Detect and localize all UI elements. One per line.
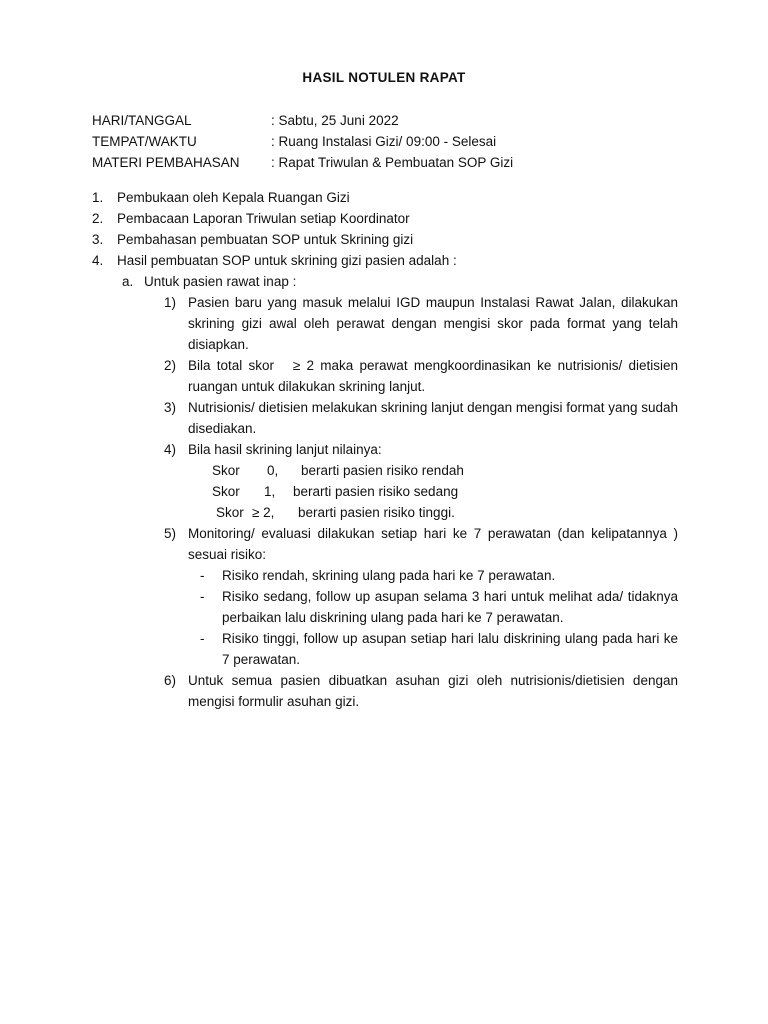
meta-label: MATERI PEMBAHASAN [92,155,240,170]
score-row-high [92,502,678,523]
list-number: 1. [92,190,104,205]
step-text: Pasien baru yang masuk melalui IGD maupun Instalasi Rawat Jalan, dilakukan skrining gizi awal oleh perawat dengan mengisi skor pada format yang telah disiapkan. [188,295,678,352]
monitoring-text: Risiko rendah, skrining ulang pada hari ke 7 perawatan. [222,568,556,583]
step-number: 2) [164,358,177,373]
meta-row-place [92,131,513,152]
list-item [92,187,678,208]
dash-bullet: - [200,589,205,604]
score-label: Skor [212,463,240,478]
meta-row-topic [92,152,513,173]
list-item [92,229,678,250]
score-label: Skor [212,484,240,499]
list-text: Pembukaan oleh Kepala Ruangan Gizi [117,190,350,205]
score-row-low [92,460,678,481]
step-number: 3) [164,400,177,415]
dash-bullet: - [200,568,205,583]
score-description: berarti pasien risiko rendah [301,463,464,478]
meta-value: : Rapat Triwulan & Pembuatan SOP Gizi [271,155,514,170]
step-number: 6) [164,673,177,688]
step-text: Monitoring/ evaluasi dilakukan setiap hari ke 7 perawatan (dan kelipatannya ) sesuai risiko: [188,526,678,562]
step-number: 1) [164,295,177,310]
meta-label: HARI/TANGGAL [92,113,192,128]
step-item [92,397,678,439]
step-text: Nutrisionis/ dietisien melakukan skrining lanjut dengan mengisi format yang sudah disediakan. [188,400,679,436]
score-label: Skor [216,505,244,520]
list-text: Pembacaan Laporan Triwulan setiap Koordinator [117,211,410,226]
step-item [92,523,678,565]
list-text: Pembahasan pembuatan SOP untuk Skrining gizi [117,232,414,247]
step-text: Bila hasil skrining lanjut nilainya: [188,442,382,457]
list-item [92,250,678,271]
step-number: 5) [164,526,177,541]
score-description: berarti pasien risiko tinggi. [298,505,455,520]
list-item [92,208,678,229]
meta-row-date [92,110,513,131]
sub-item-letter: a. [122,274,134,289]
step-number: 4) [164,442,177,457]
list-number: 3. [92,232,104,247]
list-number: 2. [92,211,104,226]
step-text: Untuk semua pasien dibuatkan asuhan gizi oleh nutrisionis/dietisien dengan mengisi formulir asuhan gizi. [188,673,678,709]
step-item [92,355,682,397]
list-text: Hasil pembuatan SOP untuk skrining gizi pasien adalah : [117,253,457,268]
sub-item-text: Untuk pasien rawat inap : [144,274,297,289]
score-description: berarti pasien risiko sedang [293,484,459,499]
score-row-medium [92,481,678,502]
meta-label: TEMPAT/WAKTU [92,134,197,149]
meta-value: : Ruang Instalasi Gizi/ 09:00 - Selesai [271,134,497,149]
monitoring-item [92,628,678,670]
score-value: 1, [264,484,276,499]
step-item [92,292,678,355]
step-item [92,670,678,712]
score-value: ≥ 2, [252,505,275,520]
monitoring-text: Risiko tinggi, follow up asupan setiap hari lalu diskrining ulang pada hari ke 7 perawatan. [222,631,678,667]
score-value: 0, [267,463,279,478]
document-title: HASIL NOTULEN RAPAT [302,70,466,85]
sub-item [92,271,678,292]
monitoring-item [92,565,678,586]
agenda-list [92,187,682,712]
monitoring-item [92,586,678,628]
dash-bullet: - [200,631,205,646]
step-text: Bila total skor ≥ 2 maka perawat mengkoordinasikan ke nutrisionis/ dietisien ruangan untuk dilakukan skrining lanjut. [188,358,682,394]
list-number: 4. [92,253,104,268]
step-item [92,439,678,460]
meeting-info [92,110,513,173]
monitoring-text: Risiko sedang, follow up asupan selama 3 hari untuk melihat ada/ tidaknya perbaikan lalu diskrining ulang pada hari ke 7 perawatan. [222,589,678,625]
meta-value: : Sabtu, 25 Juni 2022 [271,113,399,128]
